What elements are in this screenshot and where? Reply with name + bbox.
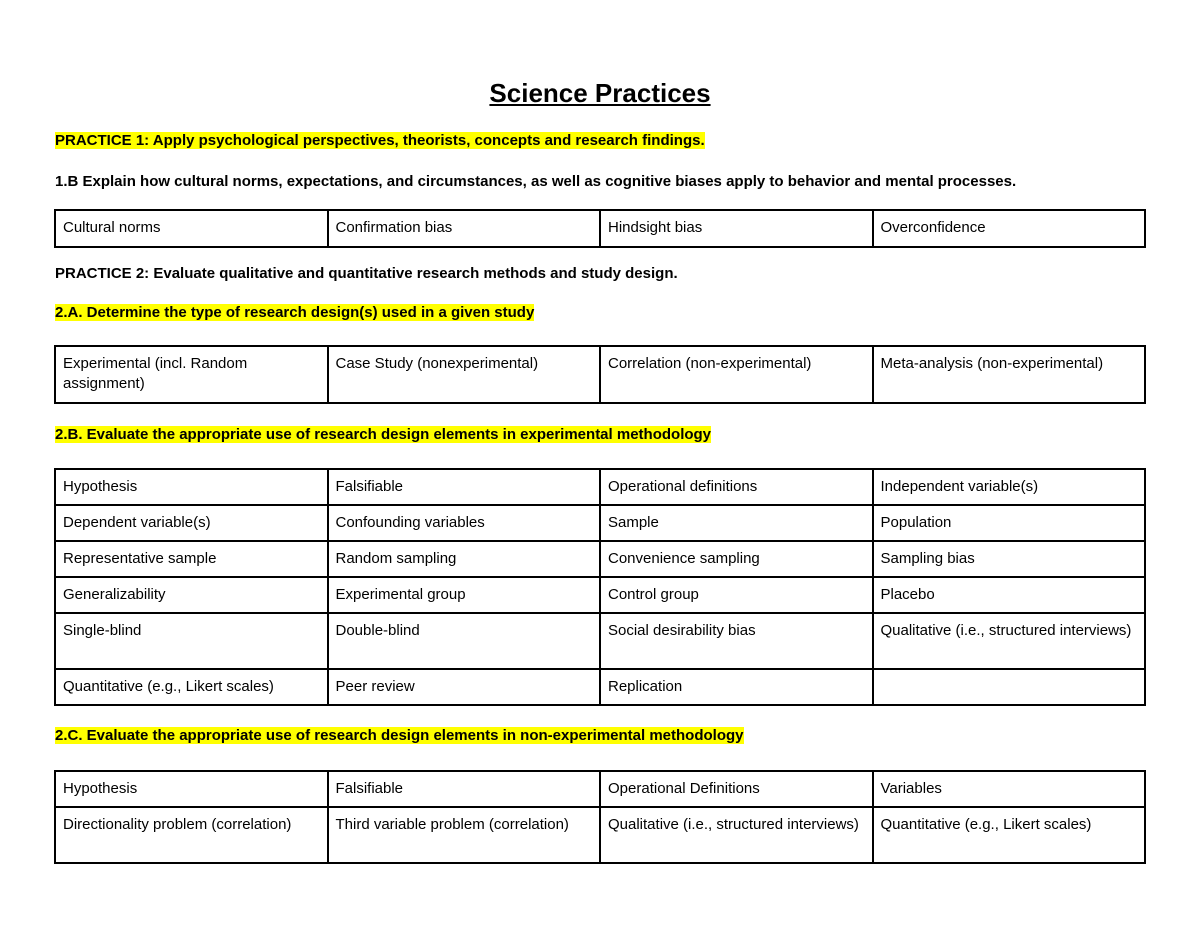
table-cell: Third variable problem (correlation)	[328, 807, 601, 863]
table-cell: Overconfidence	[873, 210, 1146, 247]
table-row	[55, 613, 1145, 669]
table-cell: Hypothesis	[55, 771, 328, 807]
table-2b	[54, 468, 1146, 706]
table-row	[55, 541, 1145, 577]
table-cell: Placebo	[873, 577, 1146, 613]
table-row	[55, 807, 1145, 863]
table-cell: Double-blind	[328, 613, 601, 669]
section-1b-heading: 1.B Explain how cultural norms, expectations, and circumstances, as well as cognitive biases apply to behavior and mental processes.	[55, 173, 1017, 190]
table-cell: Case Study (nonexperimental)	[328, 346, 601, 403]
table-cell: Operational definitions	[600, 469, 873, 505]
section-2c-heading-text: 2.C. Evaluate the appropriate use of research design elements in non-experimental methodology	[55, 727, 744, 744]
table-cell: Independent variable(s)	[873, 469, 1146, 505]
table-cell: Correlation (non-experimental)	[600, 346, 873, 403]
table-cell: Variables	[873, 771, 1146, 807]
table-cell: Experimental (incl. Random assignment)	[55, 346, 328, 403]
table-cell: Hindsight bias	[600, 210, 873, 247]
section-2b-heading	[55, 425, 711, 445]
table-cell: Representative sample	[55, 541, 328, 577]
table-cell-empty	[873, 669, 1146, 705]
practice-1-heading	[55, 131, 705, 151]
table-cell: Experimental group	[328, 577, 601, 613]
practice-1-heading-text: PRACTICE 1: Apply psychological perspectives, theorists, concepts and research findings.	[55, 132, 705, 149]
table-1b	[54, 209, 1146, 248]
section-2c-heading	[55, 726, 744, 746]
table-cell: Control group	[600, 577, 873, 613]
table-cell: Qualitative (i.e., structured interviews)	[873, 613, 1146, 669]
table-cell: Single-blind	[55, 613, 328, 669]
table-cell: Quantitative (e.g., Likert scales)	[873, 807, 1146, 863]
table-cell: Replication	[600, 669, 873, 705]
table-cell: Falsifiable	[328, 771, 601, 807]
table-cell: Cultural norms	[55, 210, 328, 247]
table-cell: Qualitative (i.e., structured interviews)	[600, 807, 873, 863]
table-cell: Operational Definitions	[600, 771, 873, 807]
table-row	[55, 505, 1145, 541]
table-cell: Directionality problem (correlation)	[55, 807, 328, 863]
table-cell: Quantitative (e.g., Likert scales)	[55, 669, 328, 705]
table-cell: Generalizability	[55, 577, 328, 613]
table-cell: Peer review	[328, 669, 601, 705]
table-cell: Hypothesis	[55, 469, 328, 505]
table-row	[55, 469, 1145, 505]
table-row	[55, 577, 1145, 613]
table-cell: Dependent variable(s)	[55, 505, 328, 541]
table-cell: Convenience sampling	[600, 541, 873, 577]
table-row	[55, 669, 1145, 705]
section-2b-heading-text: 2.B. Evaluate the appropriate use of research design elements in experimental methodology	[55, 426, 712, 443]
table-2a	[54, 345, 1146, 404]
practice-2-heading: PRACTICE 2: Evaluate qualitative and quantitative research methods and study design.	[55, 265, 678, 282]
table-row	[55, 210, 1145, 247]
table-cell: Confirmation bias	[328, 210, 601, 247]
table-cell: Social desirability bias	[600, 613, 873, 669]
table-2c	[54, 770, 1146, 864]
section-2a-heading	[55, 303, 534, 323]
table-cell: Sample	[600, 505, 873, 541]
page-title: Science Practices	[489, 78, 711, 108]
table-cell: Falsifiable	[328, 469, 601, 505]
table-cell: Random sampling	[328, 541, 601, 577]
table-row	[55, 346, 1145, 403]
table-cell: Population	[873, 505, 1146, 541]
table-row	[55, 771, 1145, 807]
table-cell: Meta-analysis (non-experimental)	[873, 346, 1146, 403]
table-cell: Sampling bias	[873, 541, 1146, 577]
table-cell: Confounding variables	[328, 505, 601, 541]
section-2a-heading-text: 2.A. Determine the type of research design(s) used in a given study	[55, 304, 535, 321]
